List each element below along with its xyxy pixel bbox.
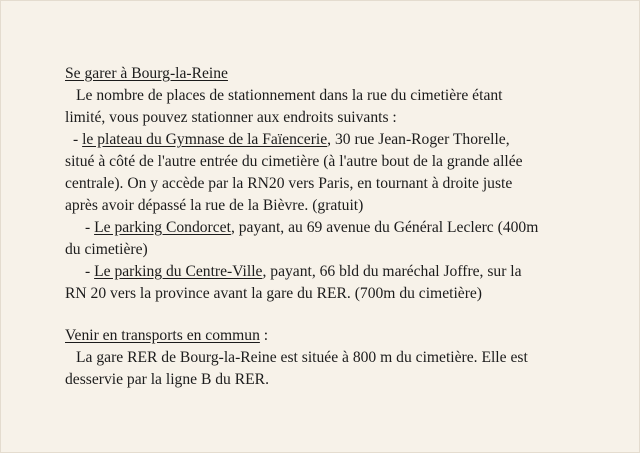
item-text: , payant, 66 bld du maréchal Joffre, sur la (262, 263, 522, 280)
section-parking (65, 63, 625, 85)
heading-transport: Venir en transports en commun (65, 327, 260, 344)
item-text: , payant, au 69 avenue du Général Leclerc (400m (230, 219, 539, 236)
parking-item-gymnase (65, 129, 625, 151)
transport-line2: desservie par la ligne B du RER. (65, 371, 269, 388)
transport-line1: La gare RER de Bourg-la-Reine est située à 800 m du cimetière. Elle est (76, 349, 528, 366)
item-name-centre-ville: Le parking du Centre-Ville (94, 263, 263, 280)
parking-item-centre-ville (65, 261, 625, 283)
section-transport (65, 325, 625, 347)
parking-item-gymnase-line2: situé à côté de l'autre entrée du cimetière (à l'autre bout de la grande allée (65, 153, 523, 170)
item-text: , 30 rue Jean-Roger Thorelle, (327, 131, 510, 148)
item-dash: - (85, 219, 95, 236)
parking-item-gymnase-line3: centrale). On y accède par la RN20 vers Paris, en tournant à droite juste (65, 175, 513, 192)
document-body (65, 63, 625, 391)
parking-item-gymnase-line4: après avoir dépassé la rue de la Bièvre. (gratuit) (65, 197, 364, 214)
item-name-condorcet: Le parking Condorcet (94, 219, 231, 236)
parking-item-centre-ville-line2: RN 20 vers la province avant la gare du RER. (700m du cimetière) (65, 285, 483, 302)
heading-parking: Se garer à Bourg-la-Reine (65, 65, 228, 82)
parking-item-condorcet-line2: du cimetière) (65, 241, 148, 258)
heading-transport-suffix: : (259, 327, 269, 344)
parking-intro-line1: Le nombre de places de stationnement dans la rue du cimetière étant (76, 87, 503, 104)
parking-intro-line2: limité, vous pouvez stationner aux endroits suivants : (65, 109, 397, 126)
item-name-gymnase: le plateau du Gymnase de la Faïencerie (82, 131, 328, 148)
parking-item-condorcet (65, 217, 625, 239)
item-dash: - (85, 263, 95, 280)
section-spacer (65, 305, 625, 325)
item-dash: - (73, 131, 83, 148)
